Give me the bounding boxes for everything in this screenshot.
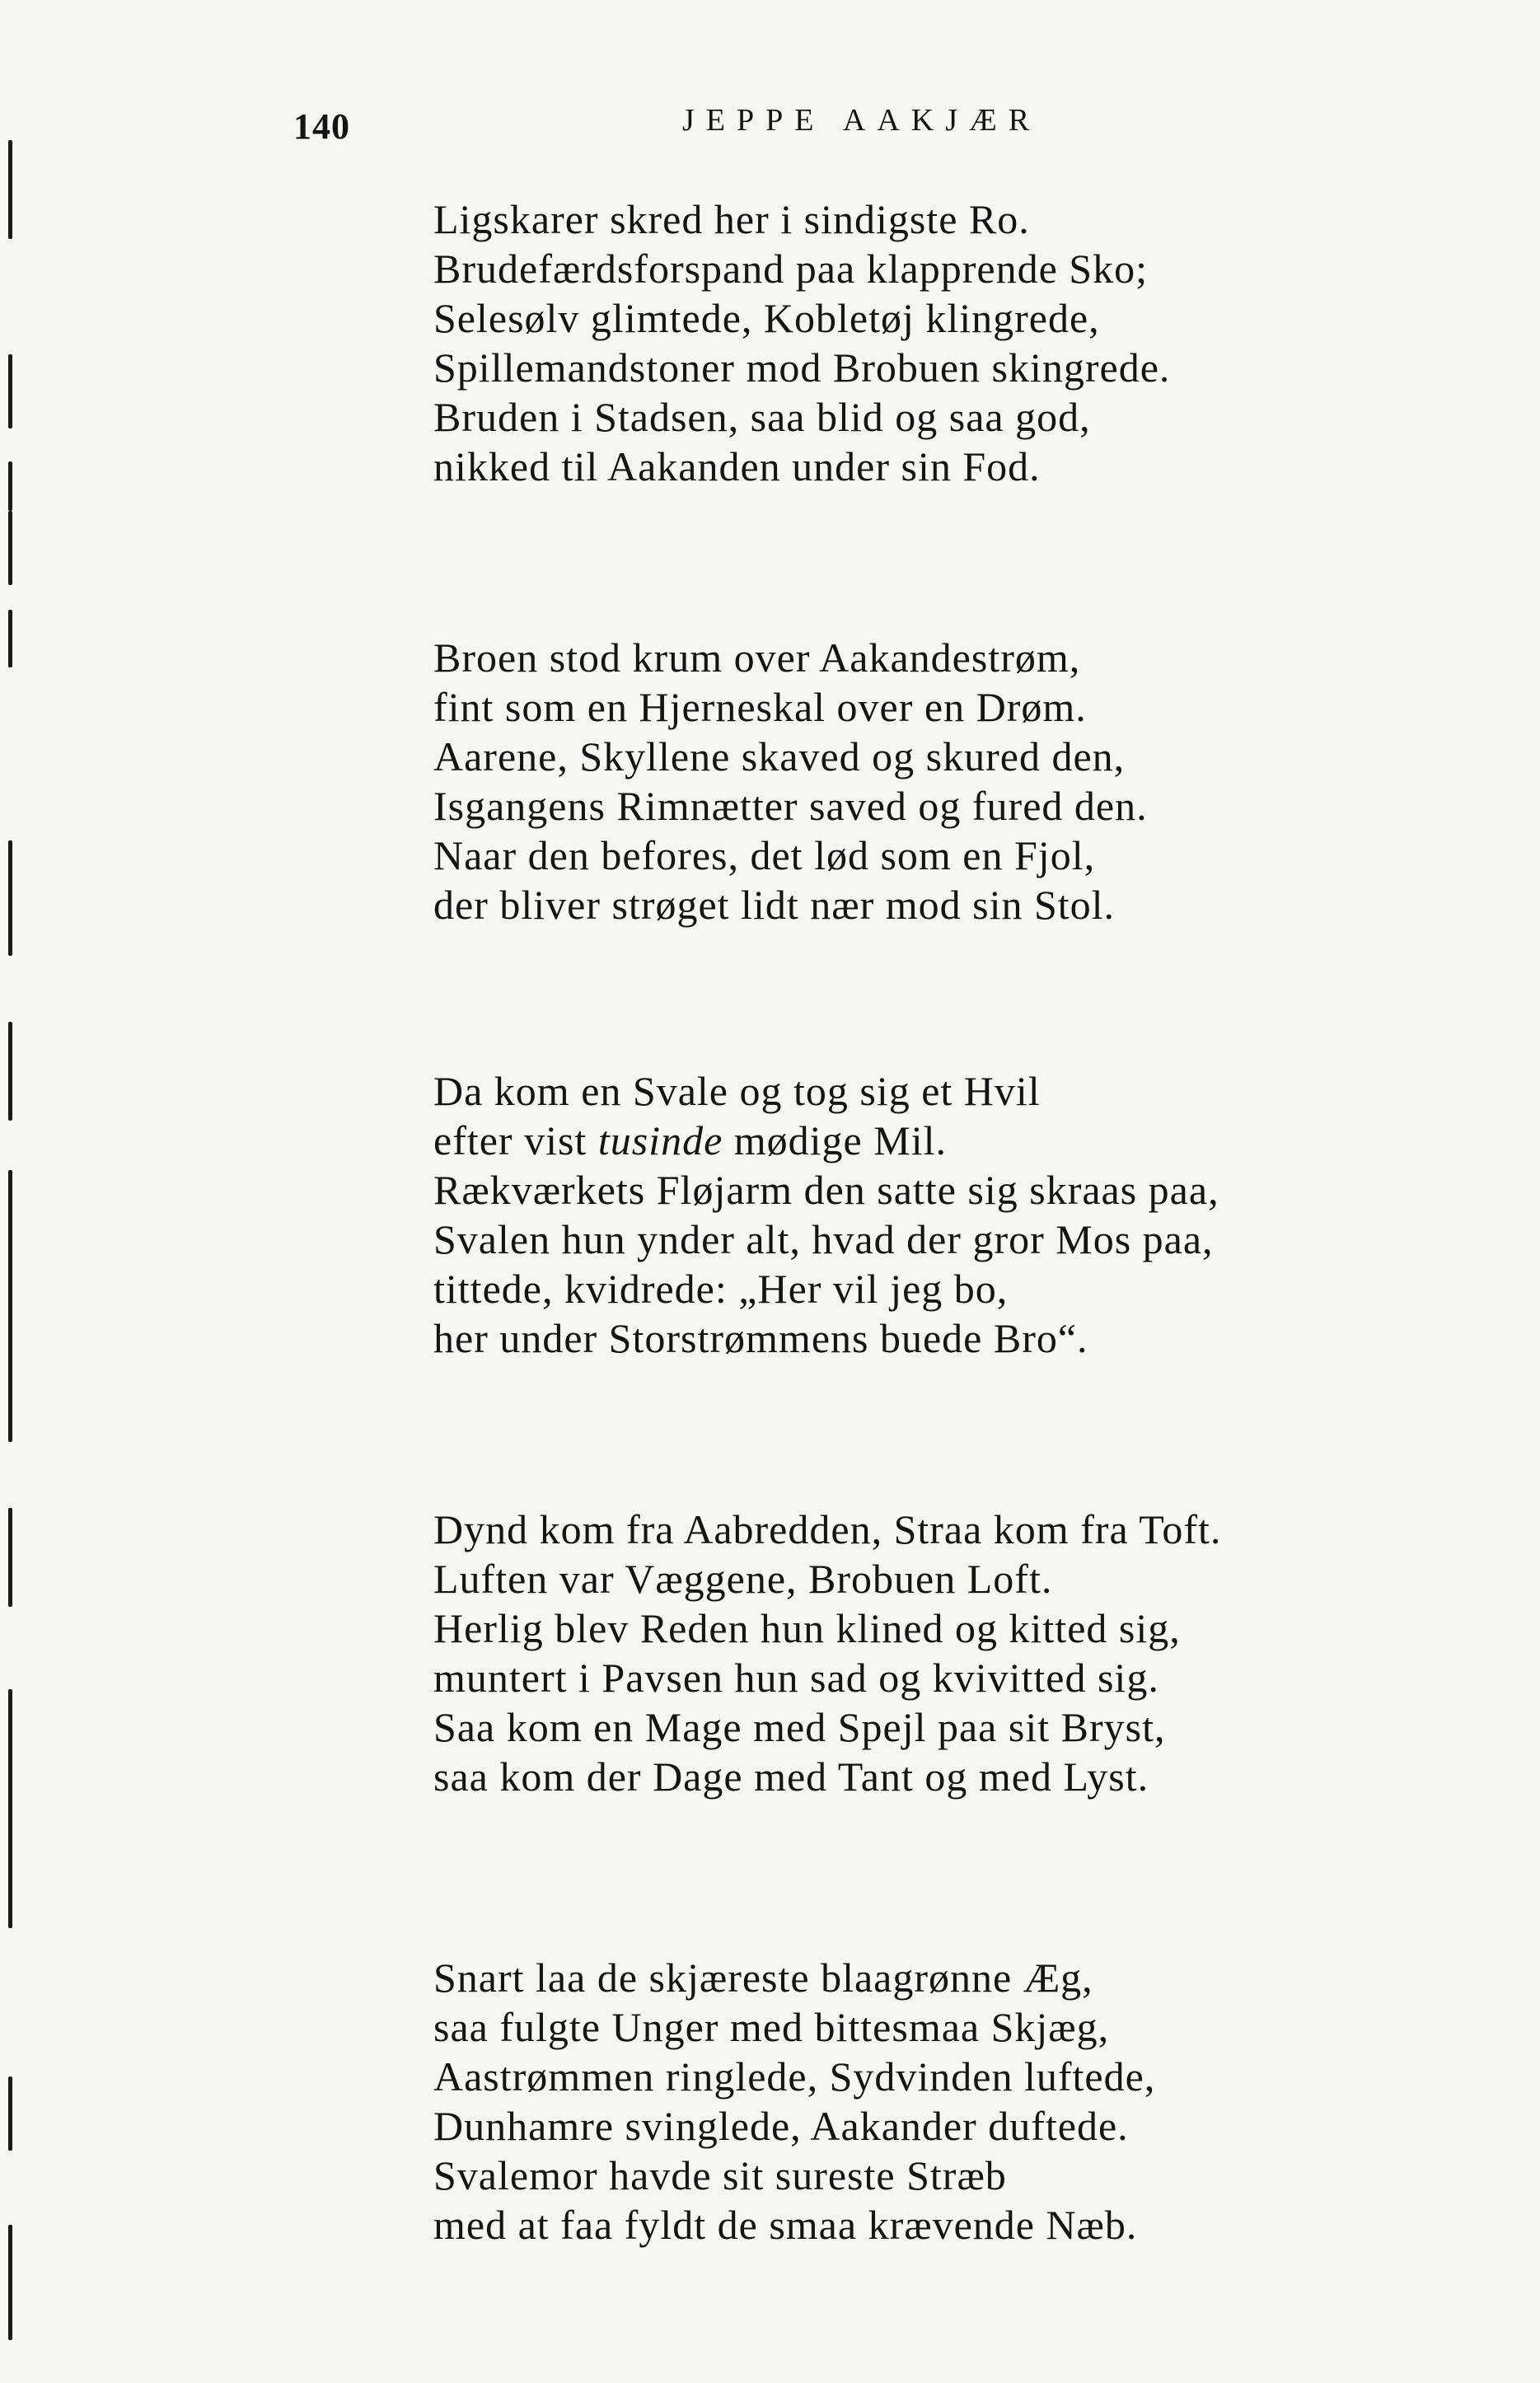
- poem-line: nikked til Aakanden under sin Fod.: [433, 443, 1041, 489]
- running-title: JEPPE AAKJÆR: [682, 103, 1041, 138]
- binding-edge: [0, 0, 49, 2383]
- poem-line: Aarene, Skyllene skaved og skured den,: [433, 733, 1126, 780]
- poem-line: her under Storstrømmens buede Bro“.: [433, 1315, 1088, 1361]
- poem-line: Svalemor havde sit sureste Stræb: [433, 2152, 1007, 2198]
- poem-line: saa kom der Dage med Tant og med Lyst.: [433, 1753, 1149, 1800]
- stanza-2: [433, 633, 1422, 929]
- poem-line: Dynd kom fra Aabredden, Straa kom fra Toft.: [433, 1506, 1222, 1552]
- poem-line-text: efter vist: [433, 1117, 598, 1163]
- poem-line: Herlig blev Reden hun klined og kitted sig,: [433, 1605, 1181, 1651]
- poem-line-text: mødige Mil.: [723, 1117, 947, 1163]
- italic-word: tusinde: [597, 1117, 723, 1163]
- poem-line: Svalen hun ynder alt, hvad der gror Mos paa,: [433, 1216, 1214, 1262]
- poem-line: Da kom en Svale og tog sig et Hvil: [433, 1068, 1041, 1114]
- poem-line: Bruden i Stadsen, saa blid og saa god,: [433, 394, 1091, 440]
- poem-line: Ligskarer skred her i sindigste Ro.: [433, 196, 1030, 242]
- stanza-1: [433, 194, 1422, 491]
- poem-line: Dunhamre svinglede, Aakander duftede.: [433, 2103, 1129, 2149]
- poem-line: Broen stod krum over Aakandestrøm,: [433, 634, 1081, 681]
- poem-line: tittede, kvidrede: „Her vil jeg bo,: [433, 1266, 1009, 1312]
- poem-line: Selesølv glimtede, Kobletøj klingrede,: [433, 295, 1100, 341]
- poem-line: Luften var Væggene, Brobuen Loft.: [433, 1556, 1053, 1602]
- poem-line: Naar den befores, det lød som en Fjol,: [433, 832, 1096, 878]
- stanza-3: [433, 1066, 1422, 1363]
- poem-line: med at faa fyldt de smaa krævende Næb.: [433, 2202, 1138, 2248]
- stanza-5: [433, 1953, 1422, 2250]
- stanza-4: [433, 1505, 1422, 1801]
- poem-line: der bliver strøget lidt nær mod sin Stol.: [433, 882, 1116, 928]
- poem-line: Saa kom en Mage med Spejl paa sit Bryst,: [433, 1704, 1166, 1750]
- poem-line: Brudefærdsforspand paa klapprende Sko;: [433, 246, 1148, 292]
- page-number: 140: [293, 106, 350, 147]
- poem-line: Spillemandstoner mod Brobuen skingrede.: [433, 344, 1171, 391]
- poem-line: Rækværkets Fløjarm den satte sig skraas paa,: [433, 1167, 1219, 1213]
- poem-line: saa fulgte Unger med bittesmaa Skjæg,: [433, 2004, 1110, 2050]
- poem-line-with-italic: [433, 1116, 1422, 1165]
- poem-line: Aastrømmen ringlede, Sydvinden luftede,: [433, 2053, 1156, 2100]
- poem-line: Snart laa de skjæreste blaagrønne Æg,: [433, 1955, 1093, 2001]
- poem-line: fint som en Hjerneskal over en Drøm.: [433, 684, 1087, 730]
- poem-line: muntert i Pavsen hun sad og kvivitted sig.: [433, 1655, 1159, 1701]
- poem-line: Isgangens Rimnætter saved og fured den.: [433, 783, 1148, 829]
